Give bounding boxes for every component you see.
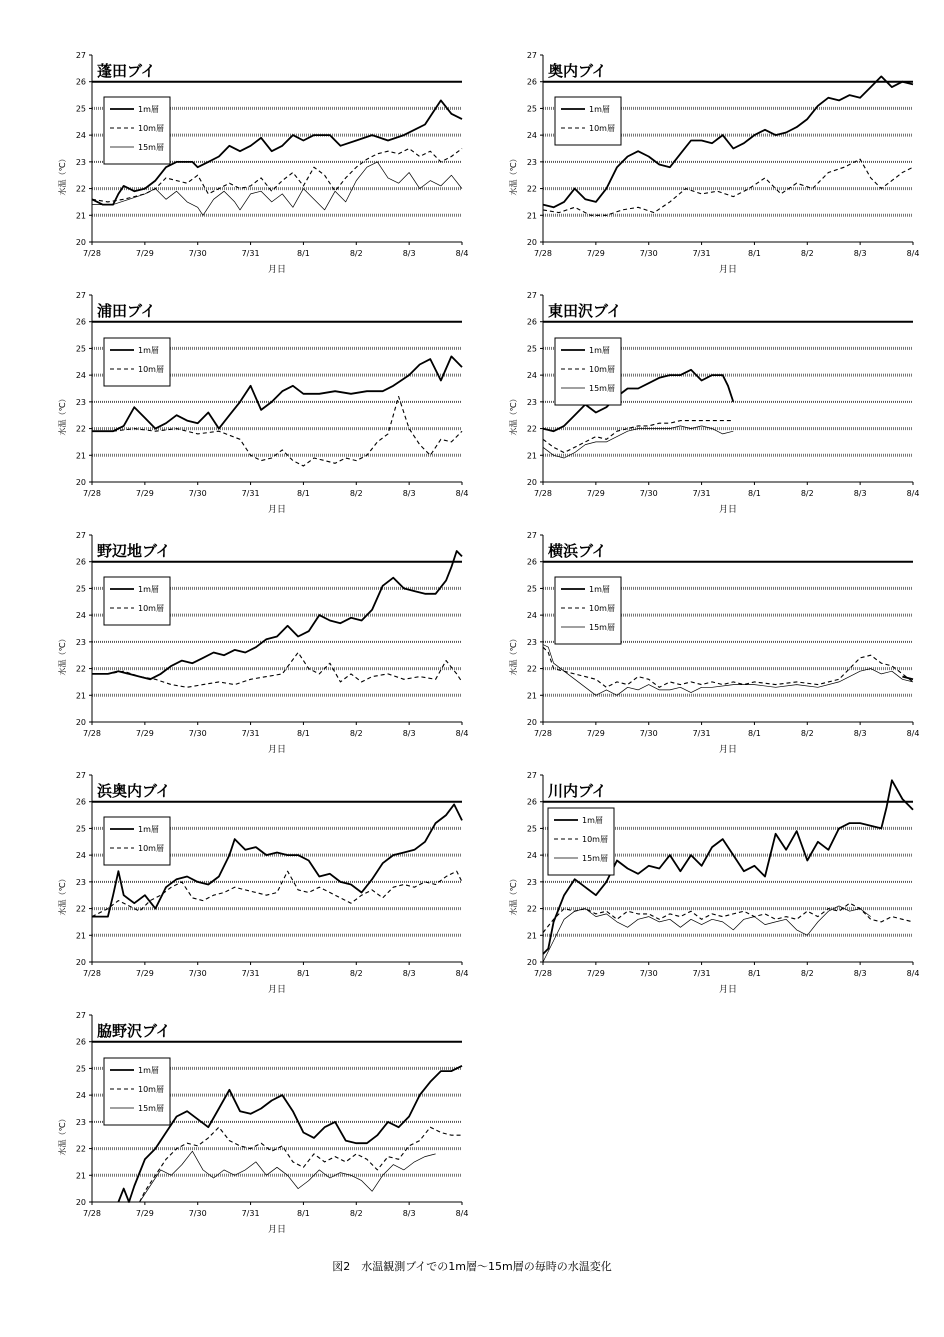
legend-box — [104, 817, 170, 865]
legend-label: 15m層 — [589, 623, 615, 632]
legend-label: 10m層 — [589, 124, 615, 133]
y-tick-label: 24 — [75, 371, 86, 381]
y-tick-label: 27 — [75, 771, 86, 780]
x-tick-label: 7/30 — [639, 489, 658, 498]
x-tick-label: 8/3 — [402, 249, 416, 258]
y-tick-label: 20 — [526, 718, 537, 727]
legend-box — [104, 577, 170, 625]
x-tick-label: 7/29 — [586, 489, 605, 498]
y-tick-label: 21 — [75, 931, 86, 941]
legend-label: 1m層 — [138, 346, 159, 355]
y-tick-label: 24 — [75, 611, 86, 621]
y-tick-label: 27 — [75, 1011, 86, 1020]
legend-label: 10m層 — [138, 1085, 164, 1094]
legend-box — [555, 97, 621, 145]
y-tick-label: 27 — [526, 771, 537, 780]
y-tick-label: 27 — [75, 291, 86, 300]
y-tick-label: 22 — [75, 424, 86, 434]
x-tick-label: 8/4 — [906, 249, 920, 258]
x-tick-label: 7/29 — [135, 969, 154, 978]
x-tick-label: 8/2 — [349, 969, 363, 978]
x-tick-label: 7/29 — [135, 729, 154, 738]
x-tick-label: 7/31 — [692, 729, 711, 738]
series-line — [543, 426, 733, 458]
y-tick-label: 23 — [75, 637, 86, 647]
y-tick-label: 20 — [75, 1198, 86, 1207]
y-axis-label: 水温（℃） — [509, 634, 518, 676]
x-tick-label: 8/1 — [747, 249, 761, 258]
y-tick-label: 27 — [526, 291, 537, 300]
chart-title: 脇野沢ブイ — [97, 1022, 171, 1040]
y-tick-label: 26 — [75, 317, 86, 327]
y-tick-label: 24 — [75, 851, 86, 861]
y-tick-label: 21 — [75, 1171, 86, 1181]
x-axis-label: 月日 — [267, 265, 287, 275]
chart-panel — [57, 771, 468, 995]
x-tick-label: 8/4 — [455, 969, 469, 978]
x-tick-label: 8/4 — [455, 249, 469, 258]
x-tick-label: 8/4 — [906, 489, 920, 498]
chart-panel — [508, 291, 919, 515]
x-tick-label: 8/1 — [296, 729, 310, 738]
x-tick-label: 7/28 — [534, 729, 552, 738]
y-tick-label: 21 — [75, 211, 86, 221]
chart-title: 浦田ブイ — [97, 302, 156, 320]
y-tick-label: 26 — [526, 797, 537, 807]
legend-label: 1m層 — [138, 1066, 159, 1075]
y-tick-label: 25 — [75, 344, 86, 354]
x-tick-label: 8/1 — [747, 969, 761, 978]
x-tick-label: 7/30 — [639, 249, 658, 258]
x-tick-label: 7/29 — [135, 249, 154, 258]
y-tick-label: 23 — [526, 397, 537, 407]
y-tick-label: 24 — [526, 851, 537, 861]
chart-panel — [508, 51, 919, 275]
legend-box — [104, 338, 170, 386]
x-tick-label: 7/31 — [692, 489, 711, 498]
x-tick-label: 7/28 — [83, 249, 101, 258]
y-tick-label: 26 — [75, 77, 86, 87]
y-tick-label: 25 — [526, 584, 537, 594]
y-axis-label: 水温（℃） — [58, 394, 67, 436]
series-line — [140, 1127, 462, 1202]
legend-label: 15m層 — [138, 1104, 164, 1113]
x-tick-label: 7/30 — [188, 1209, 207, 1218]
y-tick-label: 26 — [75, 1037, 86, 1047]
y-tick-label: 24 — [526, 371, 537, 381]
series-line — [902, 677, 913, 680]
x-tick-label: 7/31 — [241, 489, 260, 498]
y-tick-label: 21 — [526, 211, 537, 221]
chart-title: 東田沢ブイ — [548, 302, 622, 320]
x-tick-label: 8/2 — [800, 729, 814, 738]
x-tick-label: 8/4 — [906, 969, 920, 978]
y-tick-label: 20 — [526, 238, 537, 247]
legend-label: 1m層 — [138, 105, 159, 114]
y-tick-label: 23 — [526, 637, 537, 647]
y-tick-label: 23 — [526, 157, 537, 167]
x-tick-label: 7/29 — [586, 969, 605, 978]
x-axis-label: 月日 — [267, 1225, 287, 1235]
chart-panel — [57, 531, 468, 755]
y-axis-label: 水温（℃） — [509, 874, 518, 916]
legend-label: 10m層 — [138, 604, 164, 613]
y-tick-label: 22 — [526, 424, 537, 434]
x-tick-label: 7/31 — [241, 1209, 260, 1218]
x-tick-label: 8/3 — [853, 969, 867, 978]
x-tick-label: 8/2 — [349, 489, 363, 498]
x-tick-label: 7/30 — [188, 489, 207, 498]
chart-title: 横浜ブイ — [548, 542, 607, 560]
x-tick-label: 7/28 — [83, 729, 101, 738]
chart-panel — [508, 531, 919, 755]
y-tick-label: 27 — [526, 531, 537, 540]
y-tick-label: 22 — [526, 664, 537, 674]
y-tick-label: 25 — [75, 824, 86, 834]
y-tick-label: 21 — [526, 451, 537, 461]
y-tick-label: 22 — [526, 184, 537, 194]
y-tick-label: 21 — [75, 451, 86, 461]
y-tick-label: 27 — [75, 51, 86, 60]
legend-label: 1m層 — [589, 585, 610, 594]
x-tick-label: 8/3 — [402, 1209, 416, 1218]
x-axis-label: 月日 — [267, 505, 287, 515]
x-tick-label: 7/28 — [83, 489, 101, 498]
x-tick-label: 8/2 — [349, 249, 363, 258]
y-tick-label: 23 — [75, 1117, 86, 1127]
x-tick-label: 8/4 — [906, 729, 920, 738]
x-tick-label: 7/29 — [586, 729, 605, 738]
y-tick-label: 24 — [526, 611, 537, 621]
legend-label: 10m層 — [138, 365, 164, 374]
y-tick-label: 23 — [526, 877, 537, 887]
y-tick-label: 22 — [75, 1144, 86, 1154]
chart-title: 野辺地ブイ — [97, 542, 171, 560]
legend-label: 1m層 — [138, 825, 159, 834]
chart-title: 奥内ブイ — [548, 62, 607, 80]
y-tick-label: 24 — [526, 131, 537, 141]
x-tick-label: 7/30 — [188, 729, 207, 738]
legend-label: 1m層 — [589, 105, 610, 114]
y-tick-label: 25 — [75, 104, 86, 114]
y-axis-label: 水温（℃） — [58, 874, 67, 916]
y-tick-label: 22 — [526, 904, 537, 914]
x-axis-label: 月日 — [718, 745, 738, 755]
y-tick-label: 20 — [75, 478, 86, 487]
y-tick-label: 22 — [75, 904, 86, 914]
y-tick-label: 21 — [526, 931, 537, 941]
y-tick-label: 21 — [526, 691, 537, 701]
y-tick-label: 25 — [526, 344, 537, 354]
legend-label: 1m層 — [138, 585, 159, 594]
legend-label: 15m層 — [589, 384, 615, 393]
y-tick-label: 21 — [75, 691, 86, 701]
x-tick-label: 8/1 — [296, 489, 310, 498]
y-tick-label: 22 — [75, 664, 86, 674]
y-tick-label: 24 — [75, 131, 86, 141]
x-axis-label: 月日 — [718, 265, 738, 275]
x-tick-label: 8/3 — [853, 249, 867, 258]
y-tick-label: 26 — [526, 77, 537, 87]
legend-label: 10m層 — [582, 835, 608, 844]
y-axis-label: 水温（℃） — [509, 394, 518, 436]
x-tick-label: 7/30 — [188, 249, 207, 258]
x-tick-label: 8/2 — [800, 249, 814, 258]
legend-label: 10m層 — [138, 124, 164, 133]
y-tick-label: 20 — [526, 958, 537, 967]
x-tick-label: 8/3 — [853, 489, 867, 498]
legend-label: 15m層 — [138, 143, 164, 152]
chart-title: 浜奥内ブイ — [97, 782, 171, 800]
y-tick-label: 20 — [75, 238, 86, 247]
y-tick-label: 23 — [75, 877, 86, 887]
y-tick-label: 24 — [75, 1091, 86, 1101]
y-tick-label: 26 — [75, 797, 86, 807]
chart-panel — [57, 291, 468, 515]
x-tick-label: 7/28 — [83, 969, 101, 978]
y-axis-label: 水温（℃） — [58, 634, 67, 676]
series-line — [543, 421, 733, 453]
y-tick-label: 23 — [75, 157, 86, 167]
x-tick-label: 8/3 — [402, 969, 416, 978]
x-tick-label: 8/3 — [402, 729, 416, 738]
x-tick-label: 7/31 — [241, 249, 260, 258]
x-axis-label: 月日 — [267, 745, 287, 755]
y-tick-label: 23 — [75, 397, 86, 407]
y-tick-label: 22 — [75, 184, 86, 194]
x-tick-label: 8/4 — [455, 1209, 469, 1218]
legend-label: 10m層 — [589, 365, 615, 374]
y-tick-label: 25 — [75, 1064, 86, 1074]
x-tick-label: 7/31 — [692, 249, 711, 258]
legend-label: 10m層 — [138, 844, 164, 853]
figure-caption: 図2 水温観測ブイでの1m層〜15m層の毎時の水温変化 — [332, 1260, 612, 1273]
y-tick-label: 26 — [75, 557, 86, 567]
y-tick-label: 27 — [75, 531, 86, 540]
y-tick-label: 27 — [526, 51, 537, 60]
chart-panel — [57, 51, 468, 275]
legend-label: 15m層 — [582, 854, 608, 863]
legend-label: 1m層 — [582, 816, 603, 825]
x-tick-label: 8/1 — [296, 1209, 310, 1218]
x-axis-label: 月日 — [718, 505, 738, 515]
x-tick-label: 8/3 — [853, 729, 867, 738]
x-axis-label: 月日 — [267, 985, 287, 995]
x-tick-label: 8/1 — [296, 969, 310, 978]
x-tick-label: 7/28 — [83, 1209, 101, 1218]
x-tick-label: 7/28 — [534, 969, 552, 978]
x-tick-label: 8/2 — [349, 729, 363, 738]
x-tick-label: 7/30 — [188, 969, 207, 978]
x-tick-label: 7/31 — [241, 729, 260, 738]
y-tick-label: 25 — [526, 104, 537, 114]
y-tick-label: 20 — [526, 478, 537, 487]
y-tick-label: 25 — [75, 584, 86, 594]
x-tick-label: 8/3 — [402, 489, 416, 498]
chart-title: 蓬田ブイ — [97, 62, 156, 80]
chart-title: 川内ブイ — [548, 782, 607, 800]
x-tick-label: 7/29 — [135, 1209, 154, 1218]
x-tick-label: 8/2 — [800, 489, 814, 498]
x-tick-label: 7/30 — [639, 969, 658, 978]
y-tick-label: 26 — [526, 317, 537, 327]
x-tick-label: 8/1 — [296, 249, 310, 258]
chart-panel — [508, 771, 919, 995]
x-tick-label: 8/1 — [747, 729, 761, 738]
x-tick-label: 8/1 — [747, 489, 761, 498]
y-axis-label: 水温（℃） — [509, 154, 518, 196]
x-tick-label: 7/29 — [586, 249, 605, 258]
x-tick-label: 7/28 — [534, 489, 552, 498]
legend-label: 10m層 — [589, 604, 615, 613]
x-tick-label: 7/28 — [534, 249, 552, 258]
x-tick-label: 7/31 — [692, 969, 711, 978]
x-tick-label: 8/2 — [349, 1209, 363, 1218]
x-tick-label: 8/4 — [455, 729, 469, 738]
x-tick-label: 7/31 — [241, 969, 260, 978]
legend-label: 1m層 — [589, 346, 610, 355]
x-axis-label: 月日 — [718, 985, 738, 995]
x-tick-label: 7/29 — [135, 489, 154, 498]
x-tick-label: 8/4 — [455, 489, 469, 498]
x-tick-label: 8/2 — [800, 969, 814, 978]
y-axis-label: 水温（℃） — [58, 154, 67, 196]
y-tick-label: 25 — [526, 824, 537, 834]
y-tick-label: 20 — [75, 958, 86, 967]
y-tick-label: 20 — [75, 718, 86, 727]
chart-panel — [57, 1011, 468, 1235]
y-tick-label: 26 — [526, 557, 537, 567]
x-tick-label: 7/30 — [639, 729, 658, 738]
y-axis-label: 水温（℃） — [58, 1114, 67, 1156]
